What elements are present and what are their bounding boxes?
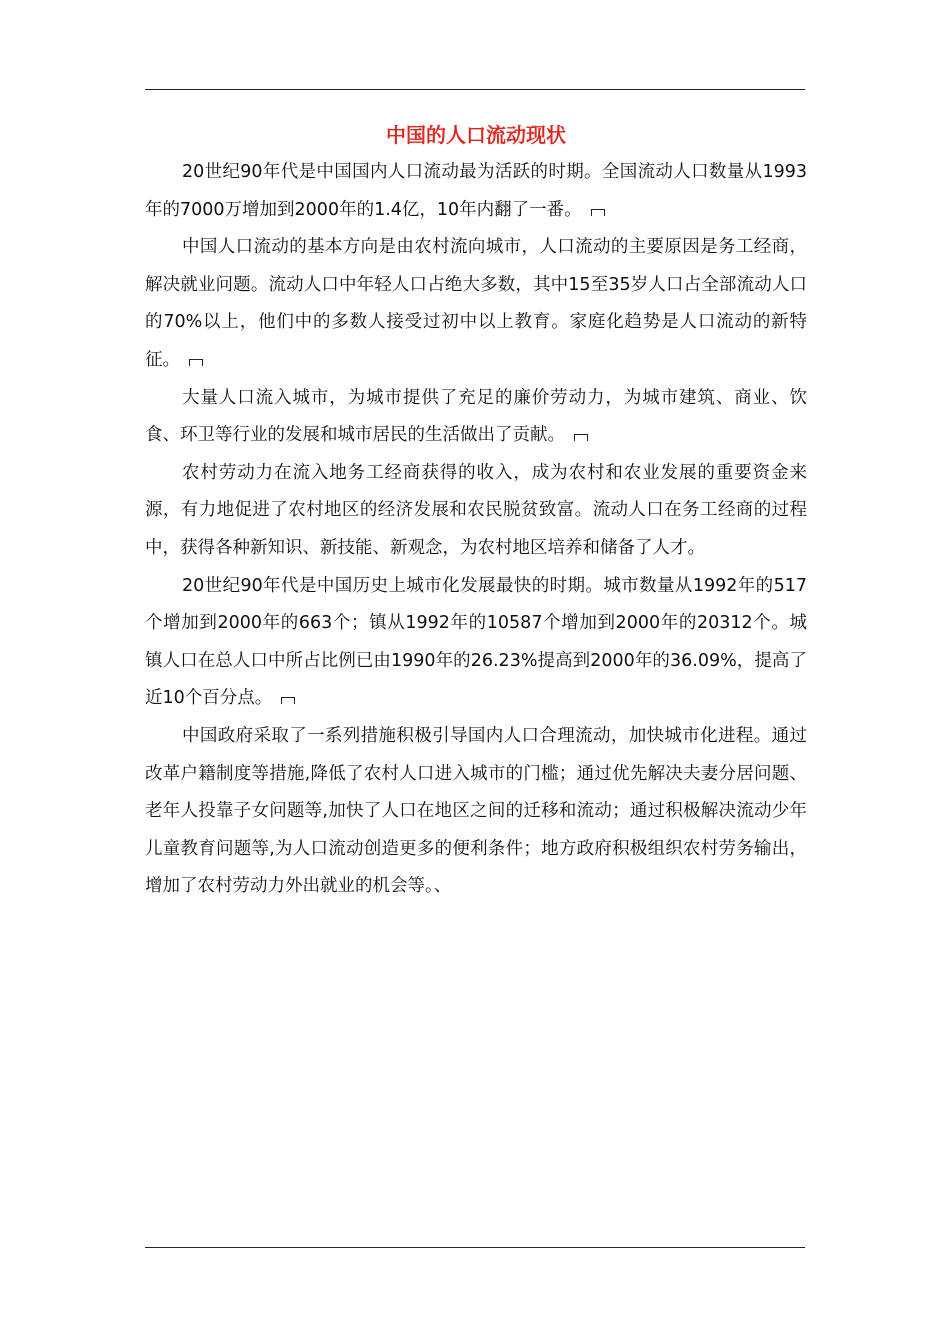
bracket-mark-icon [188,358,204,367]
paragraph-3 [145,380,807,455]
paragraph-4-text: 农村劳动力在流入地务工经商获得的收入，成为农村和农业发展的重要资金来源，有力地促进了农村地区的经济发展和农民脱贫致富。流动人口在务工经商的过程中，获得各种新知识、新技能、新观念，为农村地区培养和储备了人才。 [145,462,807,558]
document-body [145,116,807,906]
paragraph-2-text: 中国人口流动的基本方向是由农村流向城市，人口流动的主要原因是务工经商，解决就业问题。流动人口中年轻人口占绝大多数，其中15至35岁人口占全部流动人口的70%以上，他们中的多数人接受过初中以上教育。家庭化趋势是人口流动的新特征。 [145,237,807,370]
bracket-mark-icon [573,433,589,442]
footer-rule [145,1247,805,1248]
paragraph-1 [145,154,807,229]
bracket-mark-icon [280,696,296,705]
document-title: 中国的人口流动现状 [386,123,566,147]
paragraph-6 [145,718,807,906]
paragraph-5-text: 20世纪90年代是中国历史上城市化发展最快的时期。城市数量从1992年的517个增加到2000年的663个；镇从1992年的10587个增加到2000年的20312个。城镇人口在总人口中所占比例已由1990年的26.23%提高到2000年的36.09%，提高了近10个百分点。 [145,575,807,709]
paragraph-3-text: 大量人口流入城市，为城市提供了充足的廉价劳动力，为城市建筑、商业、饮食、环卫等行业的发展和城市居民的生活做出了贡献。 [145,387,807,446]
bracket-mark-icon [590,208,606,217]
paragraph-1-text: 20世纪90年代是中国国内人口流动最为活跃的时期。全国流动人口数量从1993年的7000万增加到2000年的1.4亿，10年内翻了一番。 [145,162,807,220]
paragraph-5 [145,568,807,718]
paragraph-2 [145,229,807,379]
paragraph-4 [145,455,807,568]
header-rule [145,89,805,90]
paragraph-6-text: 中国政府采取了一系列措施积极引导国内人口合理流动，加快城市化进程。通过改革户籍制度等措施,降低了农村人口进入城市的门槛；通过优先解决夫妻分居问题、老年人投靠子女问题等,加快了人口在地区之间的迁移和流动；通过积极解决流动少年儿童教育问题等,为人口流动创造更多的便利条件；地方政府积极组织农村劳务输出，增加了农村劳动力外出就业的机会等。、 [145,725,807,897]
